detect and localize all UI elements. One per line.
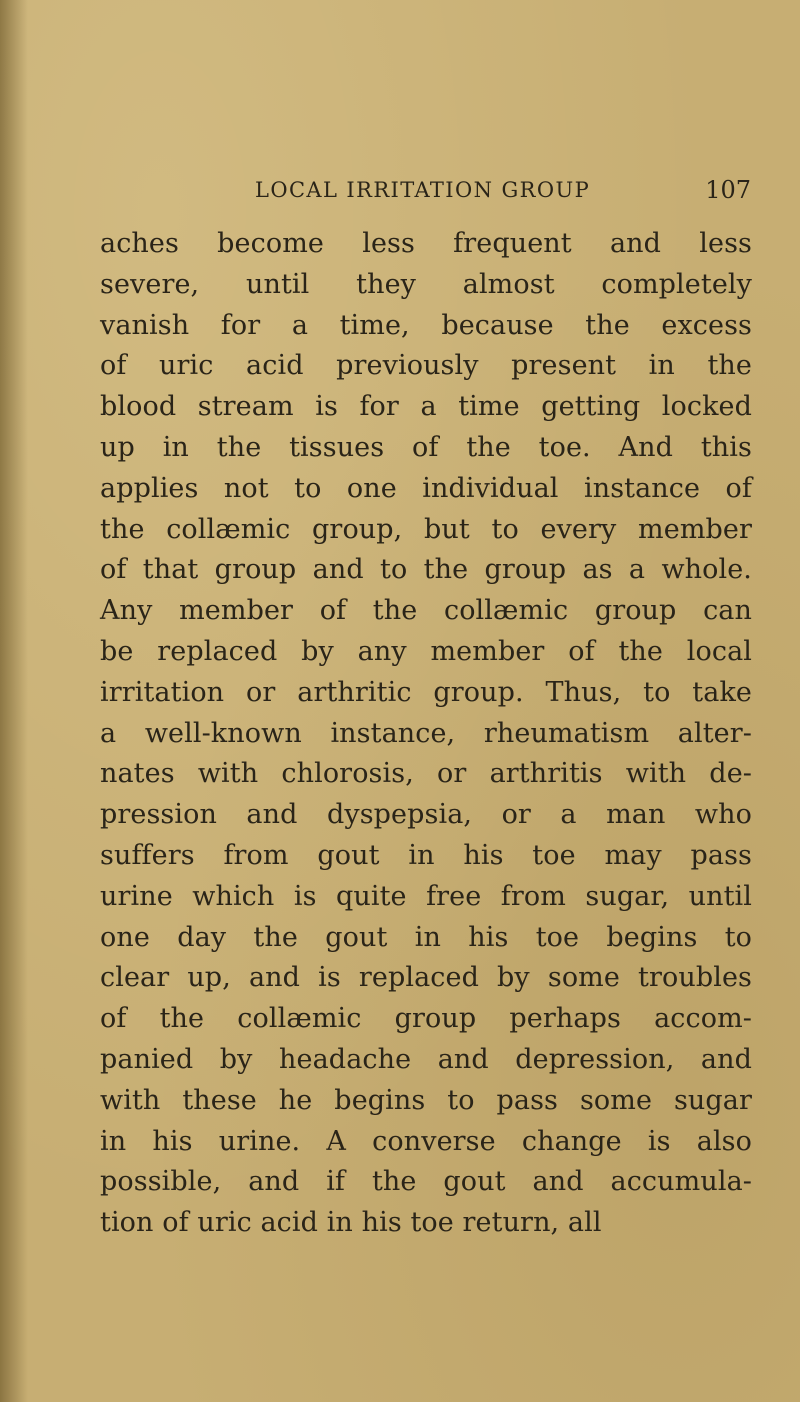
body-text <box>100 224 752 1244</box>
text-line: urine which is quite free from sugar, until <box>100 880 752 912</box>
text-line: be replaced by any member of the local <box>100 635 752 667</box>
text-line: aches become less frequent and less <box>100 228 752 259</box>
text-line: pression and dyspepsia, or a man who <box>100 799 752 831</box>
page-number: 107 <box>705 176 751 204</box>
page-gutter-shadow <box>0 0 28 1402</box>
text-line: tion of uric acid in his toe return, all <box>100 1207 602 1239</box>
text-line: suffers from gout in his toe may pass <box>100 839 752 871</box>
text-line: one day the gout in his toe begins to <box>100 921 752 953</box>
text-line: Any member of the collæmic group can <box>100 595 752 627</box>
text-line: of uric acid previously present in the <box>100 350 752 382</box>
text-line: in his urine. A converse change is also <box>100 1125 752 1157</box>
text-line: blood stream is for a time getting locked <box>100 391 752 423</box>
text-line: possible, and if the gout and accumula- <box>100 1166 752 1198</box>
text-line: clear up, and is replaced by some troubles <box>100 962 752 994</box>
text-line: of that group and to the group as a whole. <box>100 554 752 586</box>
text-line: vanish for a time, because the excess <box>100 309 752 341</box>
text-line: panied by headache and depression, and <box>100 1043 752 1075</box>
text-line: severe, until they almost completely <box>100 268 752 300</box>
text-line: applies not to one individual instance of <box>100 472 752 504</box>
text-line: up in the tissues of the toe. And this <box>100 431 752 463</box>
text-line: a well-known instance, rheumatism alter- <box>100 717 752 749</box>
text-line: irritation or arthritic group. Thus, to take <box>100 676 752 708</box>
text-line: nates with chlorosis, or arthritis with de- <box>100 758 752 790</box>
text-line: with these he begins to pass some sugar <box>100 1084 752 1116</box>
text-line: of the collæmic group perhaps accom- <box>100 1003 752 1035</box>
text-line: the collæmic group, but to every member <box>100 513 752 545</box>
running-head-title: LOCAL IRRITATION GROUP <box>255 178 591 202</box>
running-head <box>255 170 751 210</box>
